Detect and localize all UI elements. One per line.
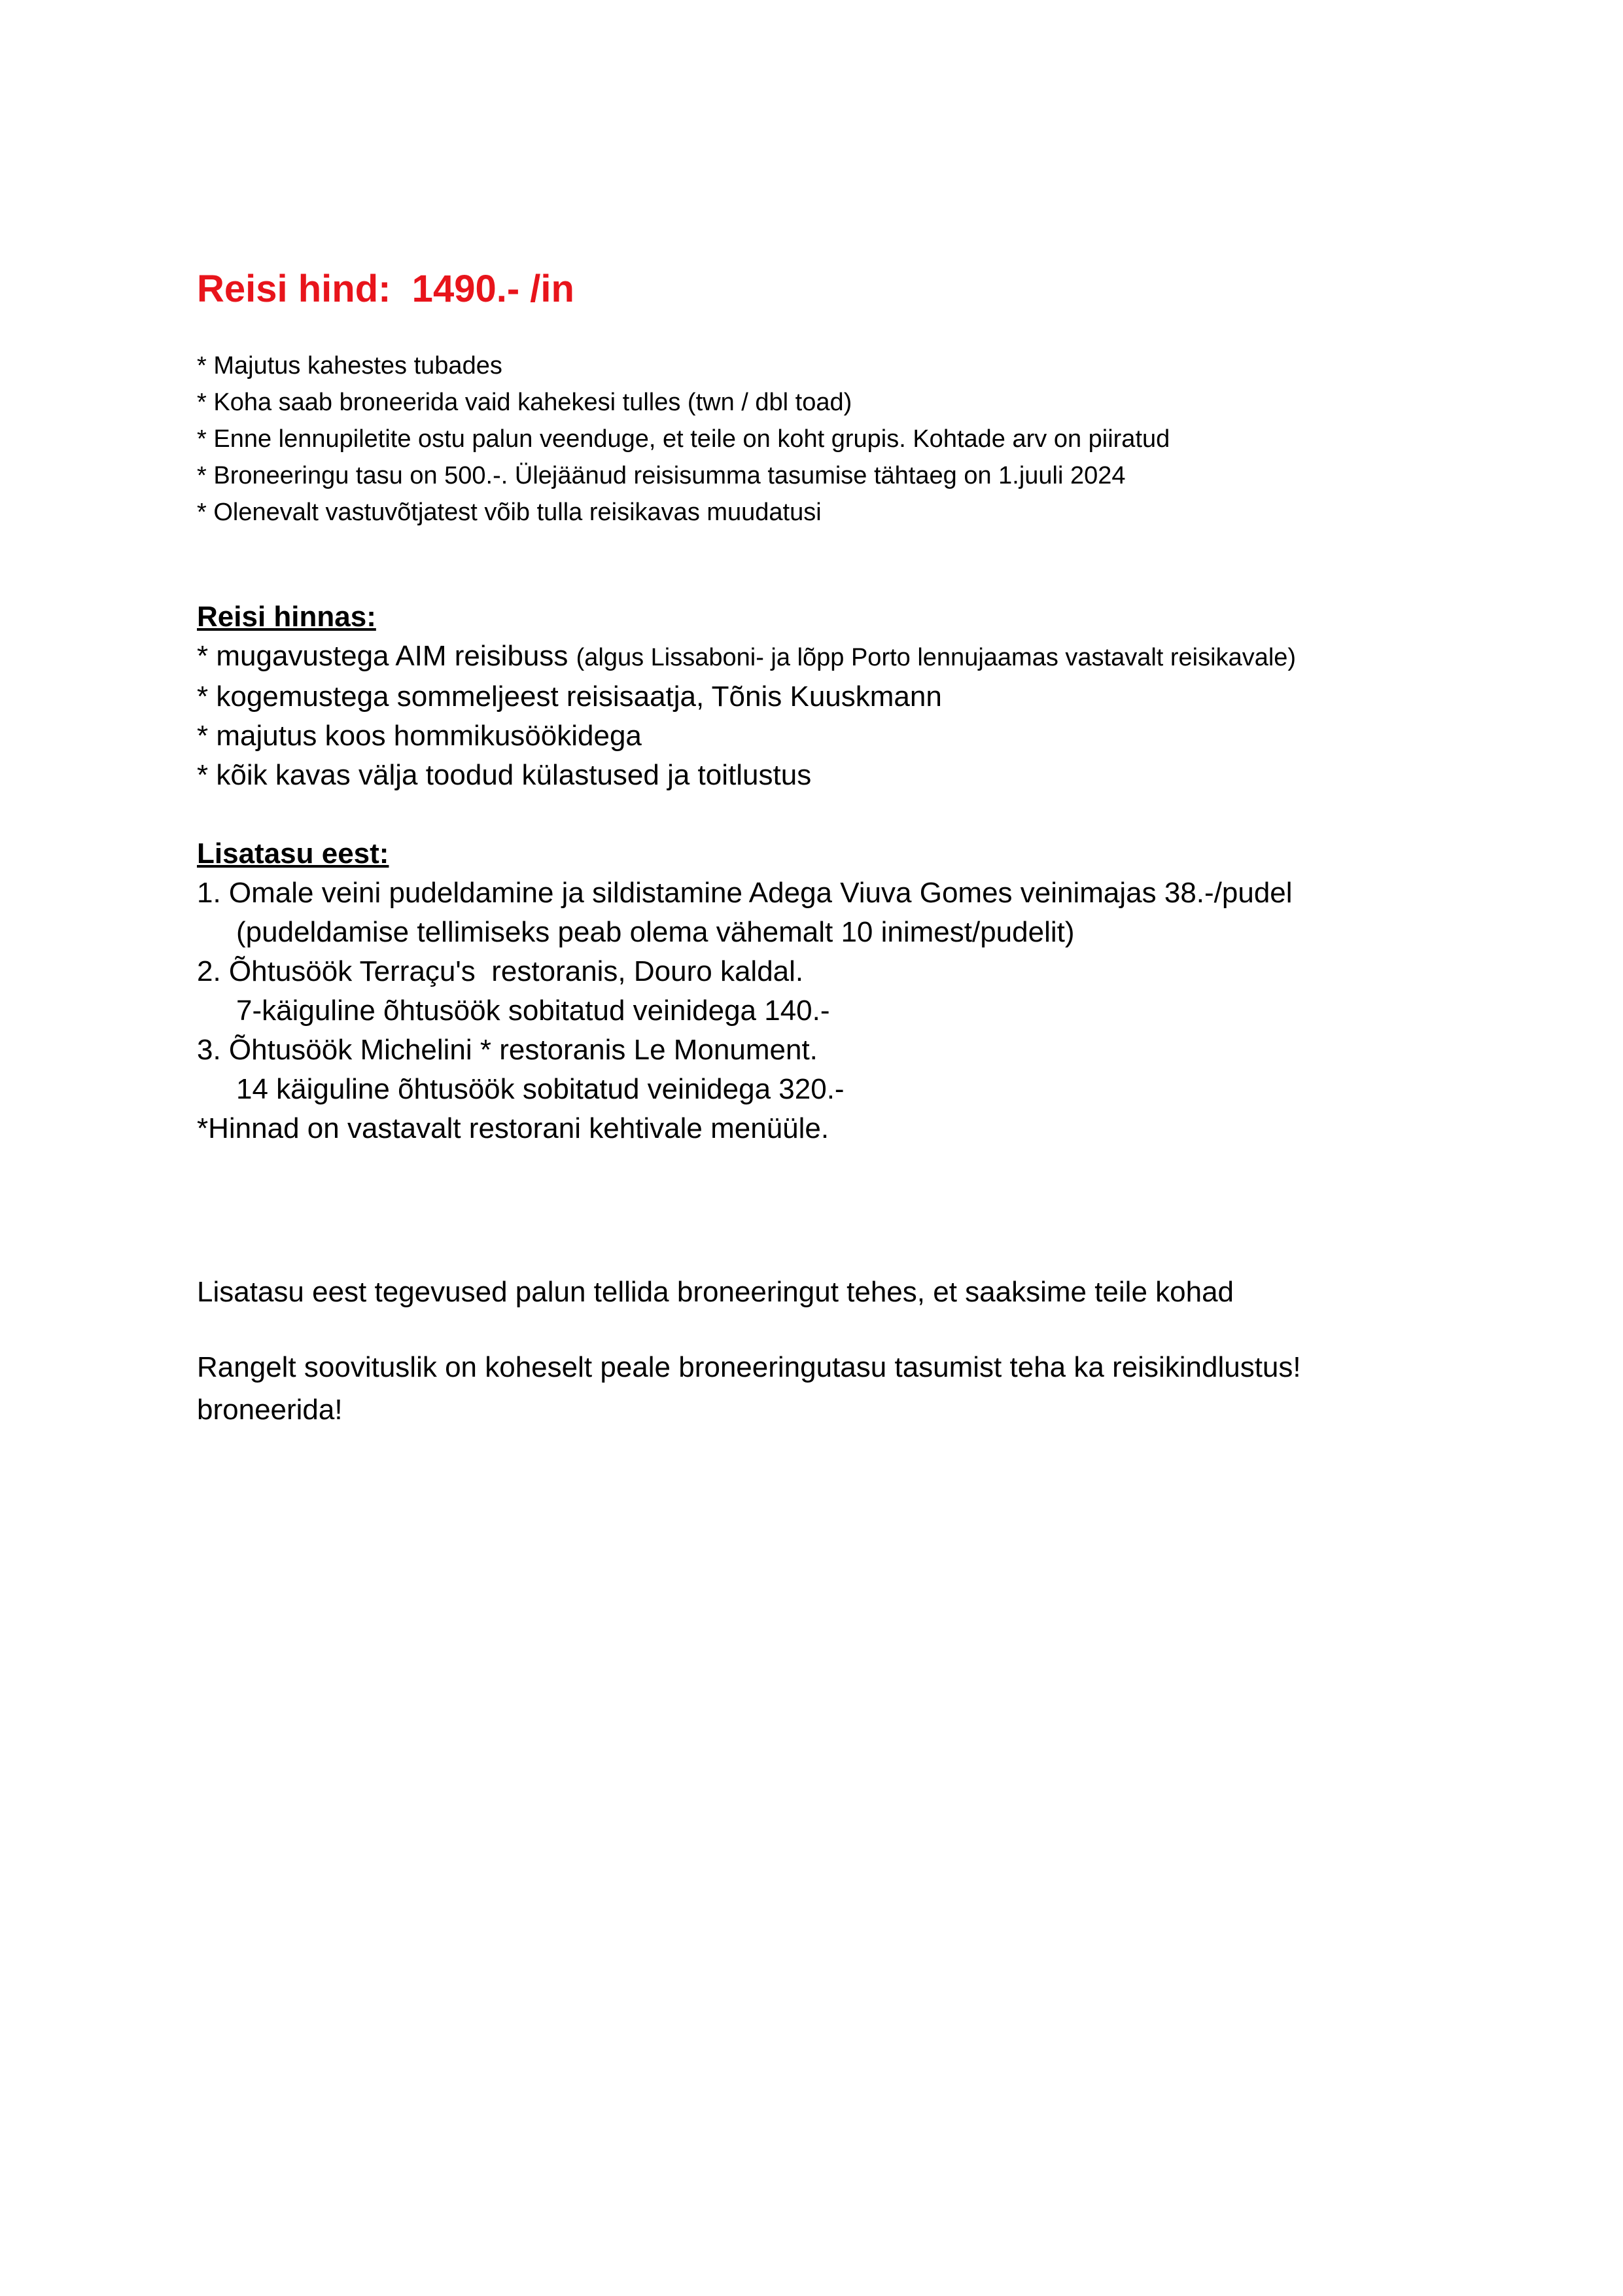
included-item-main: * mugavustega AIM reisibuss bbox=[197, 640, 576, 672]
extras-footnote: *Hinnad on vastavalt restorani kehtivale menüüle. bbox=[197, 1112, 829, 1144]
extras-item: 3. Õhtusöök Michelini * restoranis Le Monument. bbox=[197, 1034, 818, 1066]
booking-note-line: Lisatasu eest tegevused palun tellida broneeringut tehes, et saaksime teile kohad bbox=[197, 1276, 1234, 1308]
included-section bbox=[197, 597, 1296, 795]
insurance-note: Rangelt soovituslik on koheselt peale broneeringutasu tasumist teha ka reisikindlustus! bbox=[197, 1351, 1301, 1383]
included-item bbox=[197, 637, 1296, 677]
extras-item-detail: (pudeldamise tellimiseks peab olema vähemalt 10 inimest/pudelit) bbox=[236, 916, 1075, 948]
included-item: * kogemustega sommeljeest reisisaatja, Tõnis Kuuskmann bbox=[197, 680, 942, 713]
note-item: * Enne lennupiletite ostu palun veenduge, et teile on koht grupis. Kohtade arv on piiratud bbox=[197, 425, 1170, 453]
extras-item-detail: 7-käiguline õhtusöök sobitatud veinidega 140.- bbox=[236, 995, 830, 1027]
booking-note-line: broneerida! bbox=[197, 1394, 343, 1426]
extras-section bbox=[197, 834, 1293, 1148]
note-item: * Broneeringu tasu on 500.-. Ülejäänud reisisumma tasumise tähtaeg on 1.juuli 2024 bbox=[197, 462, 1126, 489]
notes-list bbox=[197, 347, 1170, 531]
extras-item-detail: 14 käiguline õhtusöök sobitatud veinidega 320.- bbox=[236, 1073, 845, 1105]
note-item: * Majutus kahestes tubades bbox=[197, 352, 502, 380]
included-item: * majutus koos hommikusöökidega bbox=[197, 720, 642, 752]
extras-heading: Lisatasu eest: bbox=[197, 838, 389, 870]
price-title: Reisi hind: 1490.- /in bbox=[197, 268, 574, 310]
extras-item: 2. Õhtusöök Terraçu's restoranis, Douro kaldal. bbox=[197, 955, 804, 987]
extras-item: 1. Omale veini pudeldamine ja sildistamine Adega Viuva Gomes veinimajas 38.-/pudel bbox=[197, 877, 1293, 909]
note-item: * Olenevalt vastuvõtjatest võib tulla reisikavas muudatusi bbox=[197, 499, 822, 526]
included-item: * kõik kavas välja toodud külastused ja toitlustus bbox=[197, 759, 812, 791]
note-item: * Koha saab broneerida vaid kahekesi tulles (twn / dbl toad) bbox=[197, 389, 852, 416]
included-heading: Reisi hinnas: bbox=[197, 601, 376, 633]
included-item-note: (algus Lissaboni- ja lõpp Porto lennujaamas vastavalt reisikavale) bbox=[576, 644, 1297, 671]
